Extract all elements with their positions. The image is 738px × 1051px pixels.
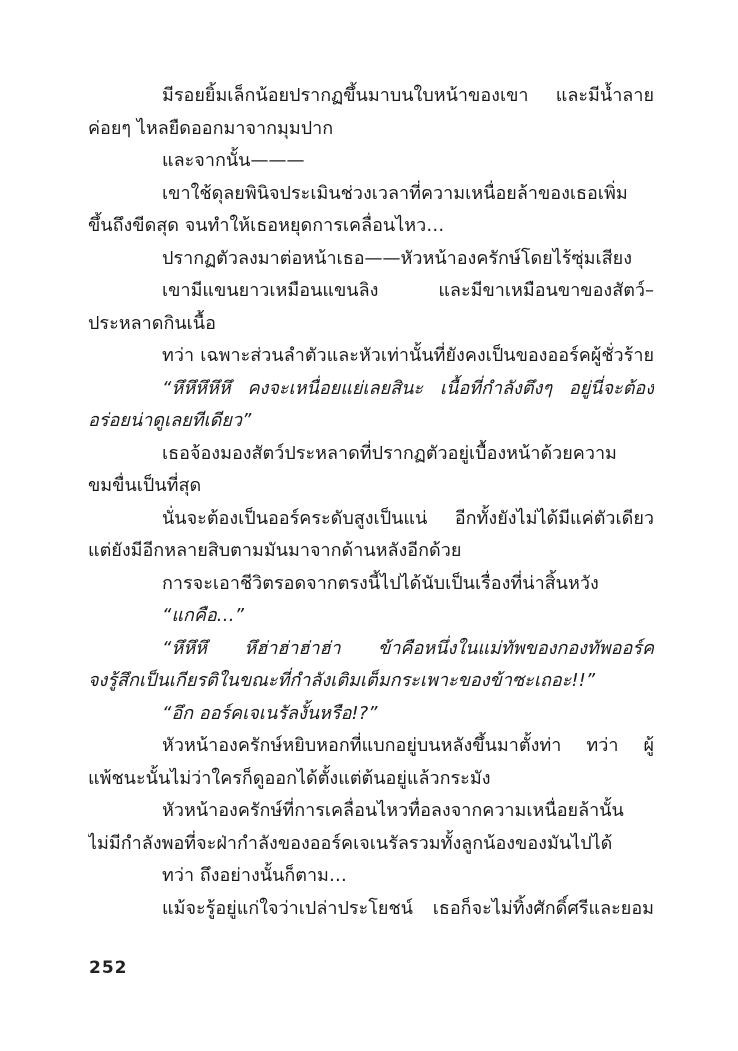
text-line: ทว่า เฉพาะส่วนลำตัวและหัวเท่านั้นที่ยังคงเป็นของออร์คผู้ชั่วร้าย [162,345,654,366]
text-line: ขึ้นถึงขีดสุด จนทำให้เธอหยุดการเคลื่อนไหว… [88,215,445,236]
text-line: หัวหน้าองครักษ์ที่การเคลื่อนไหวทื่อลงจากความเหนื่อยล้านั้น [162,800,624,821]
text-line: แม้จะรู้อยู่แก่ใจว่าเปล่าประโยชน์ เธอก็จะไม่ทิ้งศักดิ์ศรีและยอม [162,897,654,919]
text-line: “อึก ออร์คเจเนรัลงั้นหรือ!?” [162,702,378,724]
text-line: ปรากฏตัวลงมาต่อหน้าเธอ——หัวหน้าองครักษ์โดยไร้ซุ่มเสียง [162,247,633,269]
text-line: เธอจ้องมองสัตว์ประหลาดที่ปรากฏตัวอยู่เบื้องหน้าด้วยความ [162,442,617,464]
text-line: ค่อยๆ ไหลยืดออกมาจากมุมปาก [88,117,334,139]
page-number: 252 [89,958,128,978]
text-line: แต่ยังมีอีกหลายสิบตามมันมาจากด้านหลังอีกด้วย [88,540,462,561]
text-line: หัวหน้าองครักษ์หยิบหอกที่แบกอยู่บนหลังขึ้นมาตั้งท่า ทว่า ผู้ [162,735,654,756]
text-line: เขามีแขนยาวเหมือนแขนลิง และมีขาเหมือนขาของสัตว์– [162,280,654,301]
text-line: “แกคือ…” [162,605,245,626]
text-line: “หึหึหึ หึฮ่าฮ่าฮ่าฮ่า ข้าคือหนึ่งในแม่ทัพของกองทัพออร์ค [162,637,654,659]
text-line: จงรู้สึกเป็นเกียรติในขณะที่กำลังเติมเต็มกระเพาะของข้าซะเถอะ!!” [88,670,596,691]
text-line: นั่นจะต้องเป็นออร์คระดับสูงเป็นแน่ อีกทั้งยังไม่ได้มีแค่ตัวเดียว [162,507,654,529]
text-line: อร่อยน่าดูเลยทีเดียว” [88,410,252,431]
text-line: เขาใช้ดุลยพินิจประเมินช่วงเวลาที่ความเหนื่อยล้าของเธอเพิ่ม [162,182,628,204]
text-line: ทว่า ถึงอย่างนั้นก็ตาม… [162,865,347,886]
text-line: แพ้ชนะนั้นไม่ว่าใครก็ดูออกได้ตั้งแต่ต้นอยู่แล้วกระมัง [88,767,491,789]
text-line: “หึหึหึหึหึ คงจะเหนื่อยแย่เลยสินะ เนื้อที่กำลังตึงๆ อยู่นี่จะต้อง [162,377,654,399]
page-body [88,80,654,925]
text-line: ประหลาดกินเนื้อ [88,312,216,334]
text-line: มีรอยยิ้มเล็กน้อยปรากฏขึ้นมาบนใบหน้าของเขา และมีน้ำลาย [162,85,654,106]
text-line: และจากนั้น——— [162,150,305,171]
text-line: การจะเอาชีวิตรอดจากตรงนี้ไปได้นับเป็นเรื่องที่น่าสิ้นหวัง [162,572,599,594]
text-line: ไม่มีกำลังพอที่จะฝ่ากำลังของออร์คเจเนรัลรวมทั้งลูกน้องของมันไปได้ [88,832,613,854]
text-line: ขมขื่นเป็นที่สุด [88,475,202,496]
